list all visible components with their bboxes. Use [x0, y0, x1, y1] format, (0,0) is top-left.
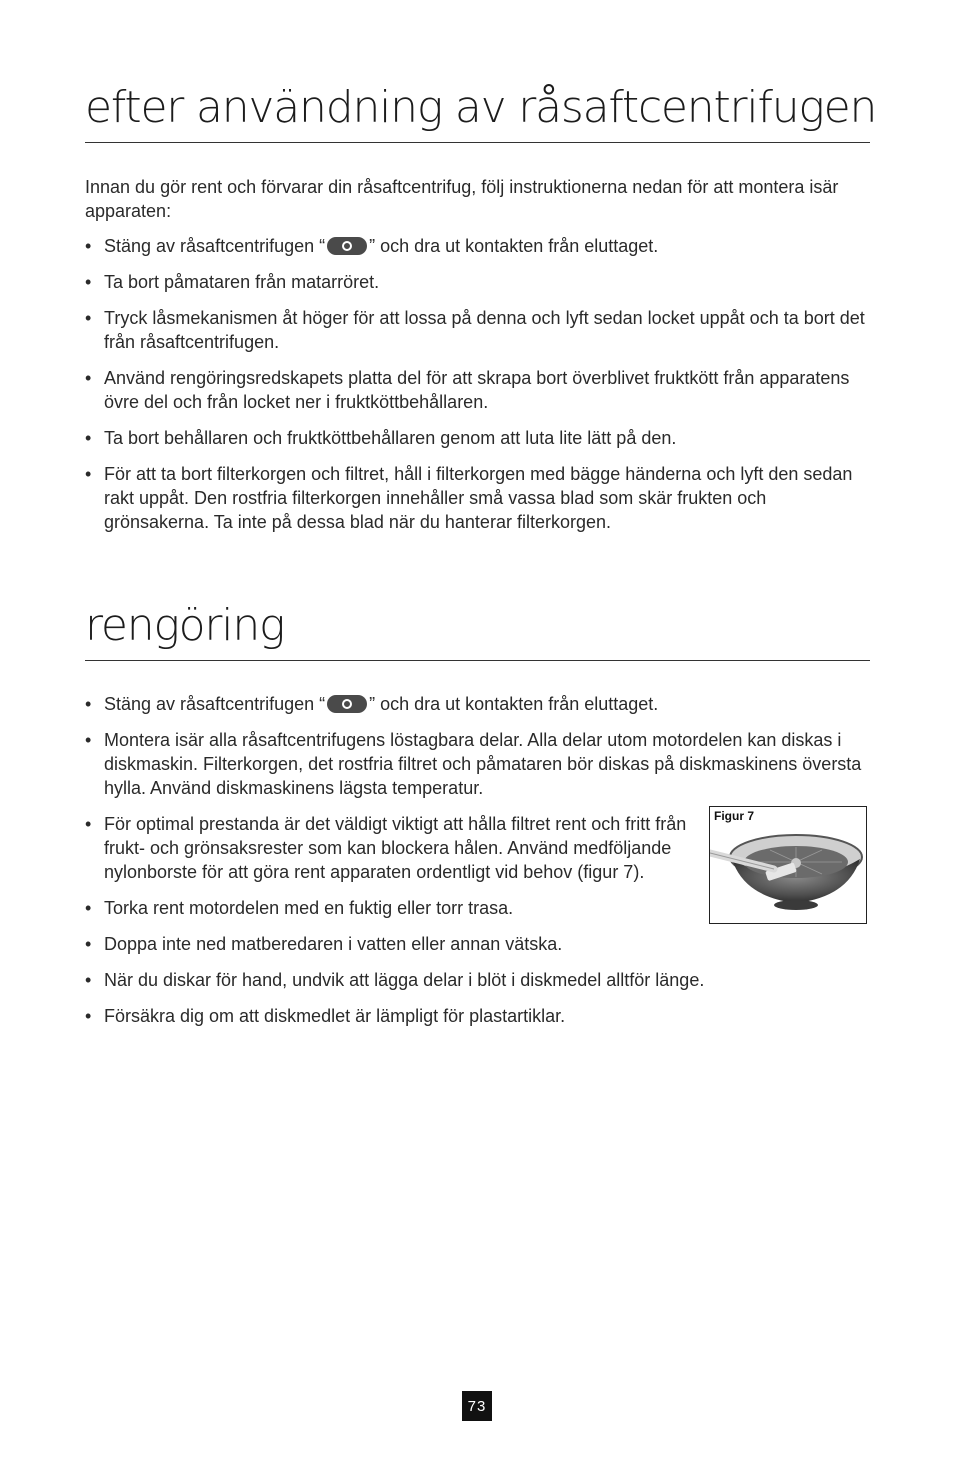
figure-label: Figur 7 — [714, 809, 755, 823]
power-button-icon — [327, 695, 367, 713]
title-rule — [85, 660, 870, 661]
figure-7 — [709, 806, 867, 924]
list-item: • Försäkra dig om att diskmedlet är lämpligt för plastartiklar. — [85, 1006, 566, 1026]
list-item: • Doppa inte ned matberedaren i vatten eller annan vätska. — [85, 934, 563, 954]
title-rule — [85, 142, 870, 143]
list-item: • Torka rent motordelen med en fuktig eller torr trasa. — [85, 898, 514, 918]
list-item: • Stäng av råsaftcentrifugen “ ” och dra ut kontakten från eluttaget. — [85, 694, 659, 714]
list-item: • Ta bort påmataren från matarröret. — [85, 272, 380, 292]
list-item: • Stäng av råsaftcentrifugen “ ” och dra ut kontakten från eluttaget. — [85, 236, 659, 256]
list-item: • Tryck låsmekanismen åt höger för att lossa på denna och lyft sedan locket uppåt och ta bort det från råsaftcentrifugen. — [85, 308, 865, 352]
list-item: • Använd rengöringsredskapets platta del för att skrapa bort överblivet fruktkött från apparatens övre del och från locket ner i fruktköttbehållaren. — [85, 368, 850, 412]
page-number: 73 — [462, 1391, 492, 1421]
power-button-icon — [327, 237, 367, 255]
list-item: • Ta bort behållaren och fruktköttbehållaren genom att luta lite lätt på den. — [85, 428, 677, 448]
list-item: • Montera isär alla råsaftcentrifugens löstagbara delar. Alla delar utom motordelen kan diskas i diskmaskin. Filterkorgen, det rostfria filtret och påmataren bör diskas på diskmaskinens översta hylla. Använd diskmaskinens lägsta temperatur. — [85, 730, 862, 798]
list-item: • När du diskar för hand, undvik att lägga delar i blöt i diskmedel alltför länge. — [85, 970, 705, 990]
list-item: • För optimal prestanda är det väldigt viktigt att hålla filtret rent och fritt från frukt- och grönsaksrester som kan blockera hålen. Använd medföljande nylonborste för att göra rent apparaten ordentligt vid behov (figur 7). — [85, 814, 687, 882]
section-title-after-use: efter användning av råsaftcentrifugen — [85, 82, 877, 133]
section-title-cleaning: rengöring — [85, 600, 285, 651]
list-item: • För att ta bort filterkorgen och filtret, håll i filterkorgen med bägge händerna och lyft den sedan rakt uppåt. Den rostfria filterkorgen innehåller små vassa blad som skär frukten och grönsakerna. Ta inte på dessa blad när du hanterar filterkorgen. — [85, 464, 853, 532]
after-use-list — [85, 234, 870, 546]
bullet-glyph: • — [85, 236, 92, 256]
filter-basket-brush-illustration — [710, 807, 866, 923]
intro-paragraph: Innan du gör rent och förvarar din råsaftcentrifug, följ instruktionerna nedan för att montera isär apparaten: — [85, 177, 839, 221]
